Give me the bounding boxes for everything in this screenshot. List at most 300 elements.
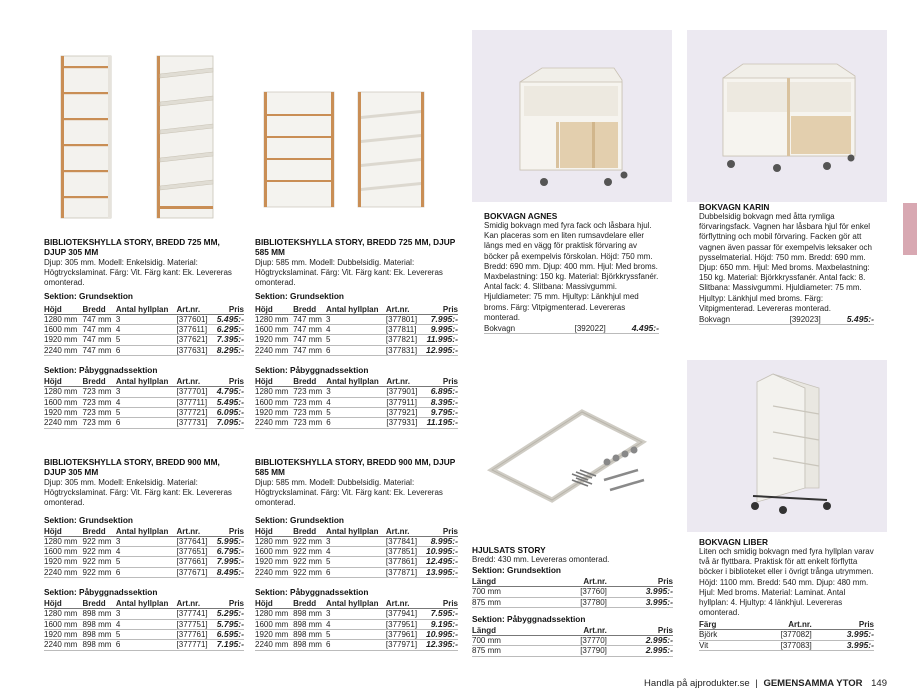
table-cell: 5 (326, 630, 386, 640)
table-cell: 2240 mm (255, 567, 293, 577)
table-cell: 1920 mm (255, 335, 293, 345)
column-header: Pris (422, 377, 458, 387)
table-row (44, 536, 244, 546)
table-row (44, 418, 244, 428)
article-number: [377821] (386, 335, 422, 345)
article-number: [377851] (386, 547, 422, 557)
table-row (44, 387, 244, 397)
article-number: [377901] (386, 387, 422, 397)
column-header: Art.nr. (177, 527, 213, 537)
column-header: Längd (472, 577, 542, 587)
table-cell: 1600 mm (255, 547, 293, 557)
table-cell: 6 (116, 418, 177, 428)
table-row (255, 547, 458, 557)
table-cell: 723 mm (83, 418, 116, 428)
table-row (44, 408, 244, 418)
table-row (44, 335, 244, 345)
price: 7.995:- (212, 557, 244, 567)
table-row (255, 335, 458, 345)
table-row (255, 345, 458, 355)
article-number: [377801] (386, 314, 422, 324)
table-cell: 4 (116, 619, 177, 629)
article-number: [377641] (177, 536, 213, 546)
column-header: Antal hyllplan (116, 599, 177, 609)
table-row (44, 630, 244, 640)
price: 6.095:- (212, 408, 244, 418)
column-header: Bredd (293, 527, 326, 537)
table-cell: 1280 mm (255, 314, 293, 324)
table-cell: 2240 mm (255, 345, 293, 355)
section-heading: Sektion: Grundsektion (44, 290, 133, 301)
price: 6.595:- (212, 630, 244, 640)
page-number: 149 (871, 678, 887, 689)
article-number: [377741] (177, 609, 213, 619)
table-cell: 747 mm (293, 345, 326, 355)
price: 7.095:- (212, 418, 244, 428)
table-cell: 1280 mm (44, 387, 83, 397)
product-description: Djup: 305 mm. Modell: Enkelsidig. Material: Högtryckslaminat. Färg: Vit. Färg kant: Ek. Levereras omonterad. (44, 478, 232, 508)
table-cell: 723 mm (83, 387, 116, 397)
section-heading: Sektion: Påbyggnadssektion (255, 587, 369, 598)
price: 7.995:- (421, 314, 458, 324)
article-number: [392022] (545, 324, 606, 334)
table-cell: 3 (116, 609, 177, 619)
table-cell: 3 (326, 314, 386, 324)
column-header: Bredd (293, 305, 326, 315)
table-cell: 5 (326, 557, 386, 567)
price: 10.995:- (421, 630, 458, 640)
section-tab-marker (903, 203, 917, 255)
price: 5.795:- (212, 619, 244, 629)
article-number: [377671] (177, 567, 213, 577)
table-cell: 922 mm (83, 547, 116, 557)
price: 9.995:- (421, 325, 458, 335)
article-number: [392023] (760, 315, 821, 325)
price: 11.995:- (421, 335, 458, 345)
product-block-karin (699, 202, 874, 325)
table-cell: 4 (116, 397, 177, 407)
price: 8.395:- (422, 397, 458, 407)
table-cell: 747 mm (293, 325, 326, 335)
table-cell: 1280 mm (44, 536, 83, 546)
column-header: Antal hyllplan (326, 377, 386, 387)
product-title: BOKVAGN KARIN (699, 202, 770, 212)
column-header: Höjd (44, 377, 83, 387)
table-cell: 723 mm (83, 408, 116, 418)
product-title: BOKVAGN AGNES (484, 211, 558, 221)
table-cell: 2240 mm (44, 640, 83, 650)
product-block-p1 (44, 237, 244, 429)
table-row (255, 536, 458, 546)
column-header: Längd (472, 626, 542, 636)
table-cell: 5 (326, 408, 386, 418)
column-header: Höjd (255, 377, 293, 387)
article-number: [377951] (386, 619, 422, 629)
table-cell: 6 (116, 640, 177, 650)
table-row (44, 609, 244, 619)
column-header: Art.nr. (177, 377, 213, 387)
table-cell: 4 (326, 547, 386, 557)
table-cell: 3 (326, 536, 386, 546)
column-header: Bredd (293, 377, 326, 387)
column-header: Höjd (44, 599, 83, 609)
table-cell: 1280 mm (255, 387, 293, 397)
column-header: Färg (699, 620, 741, 630)
table-cell: 5 (116, 408, 177, 418)
table-cell: 922 mm (83, 567, 116, 577)
table-row: 875 mm [37790] 2.995:- (472, 645, 673, 656)
table-row (44, 325, 244, 335)
article-number: [377651] (177, 547, 213, 557)
table-cell: 898 mm (293, 619, 326, 629)
product-block-p2 (255, 237, 458, 429)
page-footer (644, 678, 887, 689)
table-row (44, 557, 244, 567)
section-heading: Sektion: Påbyggnadssektion (472, 614, 586, 625)
price: 12.995:- (421, 345, 458, 355)
table-row (44, 345, 244, 355)
table-cell: 922 mm (293, 547, 326, 557)
table-cell: 4 (326, 619, 386, 629)
table-cell: 5 (326, 335, 386, 345)
table-cell: 1280 mm (255, 536, 293, 546)
wheel-kit-image (472, 400, 672, 510)
table-cell: 747 mm (83, 325, 116, 335)
table-cell: 1600 mm (44, 619, 83, 629)
price: 6.795:- (212, 547, 244, 557)
price: 7.195:- (212, 640, 244, 650)
column-header: Art.nr. (386, 305, 422, 315)
table-cell: 6 (326, 345, 386, 355)
product-description: Djup: 305 mm. Modell: Enkelsidig. Material: Högtryckslaminat. Färg: Vit. Färg kant: Ek. Levereras omonterad. (44, 258, 232, 288)
price-table (255, 305, 458, 357)
column-header: Bredd (293, 599, 326, 609)
table-cell: 922 mm (293, 536, 326, 546)
product-title: BIBLIOTEKSHYLLA STORY, BREDD 725 MM, DJUP 585 MM (255, 237, 456, 257)
table-cell: 2240 mm (255, 640, 293, 650)
column-header: Höjd (255, 305, 293, 315)
price: 5.295:- (212, 609, 244, 619)
section-name: GEMENSAMMA YTOR (763, 678, 863, 689)
price: 6.895:- (422, 387, 458, 397)
table-cell: 1600 mm (44, 547, 83, 557)
table-cell: 1600 mm (255, 397, 293, 407)
table-cell: 723 mm (293, 397, 326, 407)
table-row (255, 387, 458, 397)
table-cell: 4 (326, 325, 386, 335)
product-description: Dubbelsidig bokvagn med åtta rymliga förvaringsfack. Vagnen har låsbara hjul för enkel förflyttning och mobil förvaring. Facken gör att vagnen även passar för exempelvis leksaker och pysselmaterial. Höjd: 750 mm. Bredd: 690 mm. Djup: 650 mm. Hjul: Med broms. Maxbelastning: 150 kg. Material: Björkkryssfanér. Antal fack: 8. Slitbana: Massivgummi. Hjuldiameter: 75 mm. Hjultyp: Länkhjul med broms. Färg: Vitpigmenterad. Levereras monterad. (699, 212, 872, 313)
table-cell: 3 (326, 609, 386, 619)
article-number: [377701] (177, 387, 213, 397)
article-number: [377761] (177, 630, 213, 640)
column-header: Antal hyllplan (326, 305, 386, 315)
product-description: Djup: 585 mm. Modell: Dubbelsidig. Material: Högtryckslaminat. Färg: Vit. Färg kant: Ek. Levereras omonterad. (255, 478, 443, 508)
table-row (44, 314, 244, 324)
product-description: Liten och smidig bokvagn med fyra hyllplan varav två är flyttbara. Praktisk för att enkelt förflytta böcker i biblioteket eller i övrigt trånga utrymmen. Höjd: 1100 mm. Bredd: 540 mm. Djup: 480 mm. Hjul: Med broms. Material: Laminat. Antal hyllplan: 4. Hjultyp: 4 länkhjul. Levereras omonterad. (699, 547, 874, 618)
table-cell: 747 mm (83, 345, 116, 355)
price: 11.195:- (422, 418, 458, 428)
article-number: [377751] (177, 619, 213, 629)
table-cell: 922 mm (293, 557, 326, 567)
product-title: BOKVAGN LIBER (699, 537, 768, 547)
article-number: [377621] (177, 335, 213, 345)
column-header: Pris (212, 599, 244, 609)
product-title: BIBLIOTEKSHYLLA STORY, BREDD 900 MM, DJUP 305 MM (44, 457, 220, 477)
item-label: Bokvagn (699, 315, 760, 325)
price-table (255, 527, 458, 579)
column-header: Pris (212, 377, 244, 387)
table-cell: 898 mm (83, 619, 116, 629)
price: 7.395:- (212, 335, 244, 345)
column-header: Höjd (44, 305, 83, 315)
table-row (255, 640, 458, 650)
column-header: Bredd (83, 305, 116, 315)
column-header: Art.nr. (741, 620, 812, 630)
product-description: Smidig bokvagn med fyra fack och låsbara hjul. Kan placeras som en liten rumsavdelare eller längs med en vägg för praktisk förvaring av böcker på exempelvis förskolan. Höjd: 750 mm. Bredd: 690 mm. Djup: 400 mm. Hjul: Med broms. Maxbelastning: 150 kg. Material: Björkkryssfanér. Antal fack: 4. Slitbana: Massivgummi. Hjuldiameter: 75 mm. Hjultyp: Länkhjul med broms. Färg: Vitpigmenterad. Levereras monterad. (484, 221, 659, 322)
table-cell: 922 mm (83, 536, 116, 546)
column-header: Bredd (83, 377, 116, 387)
column-header: Art.nr. (542, 626, 607, 636)
article-number: [377941] (386, 609, 422, 619)
price: 13.995:- (421, 567, 458, 577)
table-row (255, 418, 458, 428)
section-heading: Sektion: Påbyggnadssektion (255, 365, 369, 376)
table-cell: 5 (116, 557, 177, 567)
table-cell: 6 (326, 567, 386, 577)
article-number: [377631] (177, 345, 213, 355)
price: 8.295:- (212, 345, 244, 355)
price: 5.495:- (821, 315, 874, 325)
table-cell: 3 (116, 536, 177, 546)
article-number: [377871] (386, 567, 422, 577)
table-row (255, 630, 458, 640)
agnes-image-panel (472, 30, 672, 202)
price-table (44, 377, 244, 429)
table-cell: 3 (326, 387, 386, 397)
table-cell: 2240 mm (44, 345, 83, 355)
article-number: [377831] (386, 345, 422, 355)
column-header: Antal hyllplan (116, 527, 177, 537)
section-heading: Sektion: Påbyggnadssektion (44, 587, 158, 598)
table-cell: 723 mm (83, 397, 116, 407)
site-link[interactable]: Handla på ajprodukter.se (644, 678, 750, 689)
item-label: Bokvagn (484, 324, 545, 334)
article-number: [377841] (386, 536, 422, 546)
table-cell: 723 mm (293, 387, 326, 397)
table-cell: 6 (116, 345, 177, 355)
table-cell: 747 mm (83, 314, 116, 324)
section-heading: Sektion: Grundsektion (472, 565, 561, 576)
section-heading: Sektion: Grundsektion (255, 514, 344, 525)
table-row (255, 619, 458, 629)
column-header: Art.nr. (386, 527, 422, 537)
product-block-liber (699, 537, 874, 651)
table-cell: 1920 mm (44, 557, 83, 567)
price-table (255, 599, 458, 651)
column-header: Art.nr. (386, 599, 422, 609)
product-block-agnes (484, 211, 659, 334)
table-row (255, 609, 458, 619)
product-block-p4 (255, 457, 458, 651)
table-cell: 1280 mm (44, 609, 83, 619)
price: 6.295:- (212, 325, 244, 335)
table-row: 700 mm [37760] 3.995:- (472, 586, 673, 597)
table-cell: 922 mm (83, 557, 116, 567)
price: 5.495:- (212, 397, 244, 407)
price: 10.995:- (421, 547, 458, 557)
article-number: [377711] (177, 397, 213, 407)
column-header: Pris (421, 527, 458, 537)
table-cell: 1920 mm (255, 630, 293, 640)
price: 9.795:- (422, 408, 458, 418)
column-header: Pris (421, 599, 458, 609)
table-row (255, 314, 458, 324)
table-cell: 6 (326, 640, 386, 650)
table-cell: 4 (326, 397, 386, 407)
section-heading: Sektion: Grundsektion (255, 290, 344, 301)
column-header: Pris (212, 527, 244, 537)
column-header: Bredd (83, 599, 116, 609)
price-table (699, 620, 874, 651)
price: 9.195:- (421, 619, 458, 629)
table-cell: 4 (116, 325, 177, 335)
liber-image-panel (687, 360, 887, 532)
price-table (44, 599, 244, 651)
column-header: Höjd (255, 527, 293, 537)
section-heading: Sektion: Grundsektion (44, 514, 133, 525)
article-number: [377971] (386, 640, 422, 650)
table-cell: 747 mm (293, 314, 326, 324)
product-title: HJULSATS STORY (472, 545, 546, 555)
table-row (255, 408, 458, 418)
table-cell: 2240 mm (255, 418, 293, 428)
table-row (484, 324, 659, 334)
column-header: Pris (812, 620, 874, 630)
book-cart-agnes-image (472, 30, 672, 202)
table-row (255, 325, 458, 335)
table-cell: 922 mm (293, 567, 326, 577)
article-number: [377911] (386, 397, 422, 407)
table-cell: 5 (116, 335, 177, 345)
table-row (44, 619, 244, 629)
table-row (44, 397, 244, 407)
price-table (44, 305, 244, 357)
price-table (44, 527, 244, 579)
table-cell: 1920 mm (44, 630, 83, 640)
table-cell: 898 mm (83, 630, 116, 640)
table-row (44, 640, 244, 650)
shelf-image-double (258, 86, 443, 211)
table-row (699, 315, 874, 325)
price-table (472, 626, 673, 657)
article-number: [377601] (177, 314, 213, 324)
table-cell: 3 (116, 387, 177, 397)
column-header: Art.nr. (386, 377, 422, 387)
table-cell: 5 (116, 630, 177, 640)
shelf-image-single (55, 52, 220, 222)
price: 8.995:- (421, 536, 458, 546)
price: 12.495:- (421, 557, 458, 567)
price-table (484, 324, 659, 334)
book-cart-karin-image (687, 30, 887, 202)
article-number: [377611] (177, 325, 213, 335)
article-number: [377931] (386, 418, 422, 428)
table-cell: 3 (116, 314, 177, 324)
table-cell: 898 mm (293, 630, 326, 640)
table-cell: 1920 mm (44, 408, 83, 418)
table-cell: 1600 mm (44, 325, 83, 335)
table-cell: 1280 mm (44, 314, 83, 324)
table-cell: 898 mm (83, 640, 116, 650)
column-header: Pris (212, 305, 244, 315)
price-table (472, 577, 673, 608)
table-row: Vit [377083] 3.995:- (699, 639, 874, 650)
price: 7.595:- (421, 609, 458, 619)
article-number: [377861] (386, 557, 422, 567)
table-cell: 747 mm (293, 335, 326, 345)
product-title: BIBLIOTEKSHYLLA STORY, BREDD 725 MM, DJUP 305 MM (44, 237, 220, 257)
product-block-hjulsats (472, 545, 673, 657)
column-header: Pris (607, 626, 673, 636)
article-number: [377731] (177, 418, 213, 428)
column-header: Höjd (44, 527, 83, 537)
section-heading: Sektion: Påbyggnadssektion (44, 365, 158, 376)
price: 5.495:- (212, 314, 244, 324)
product-title: BIBLIOTEKSHYLLA STORY, BREDD 900 MM, DJUP 585 MM (255, 457, 456, 477)
price-table (255, 377, 458, 429)
table-row (44, 547, 244, 557)
article-number: [377721] (177, 408, 213, 418)
price: 5.995:- (212, 536, 244, 546)
table-cell: 1280 mm (255, 609, 293, 619)
table-cell: 1920 mm (255, 557, 293, 567)
table-cell: 898 mm (293, 609, 326, 619)
column-header: Art.nr. (177, 599, 213, 609)
table-cell: 723 mm (293, 418, 326, 428)
table-row: Björk [377082] 3.995:- (699, 629, 874, 640)
column-header: Antal hyllplan (326, 599, 386, 609)
column-header: Pris (421, 305, 458, 315)
column-header: Bredd (83, 527, 116, 537)
column-header: Höjd (255, 599, 293, 609)
table-cell: 898 mm (83, 609, 116, 619)
table-cell: 1600 mm (255, 325, 293, 335)
price: 8.495:- (212, 567, 244, 577)
table-cell: 6 (116, 567, 177, 577)
table-row: 700 mm [37770] 2.995:- (472, 635, 673, 646)
column-header: Art.nr. (177, 305, 213, 315)
table-cell: 1920 mm (255, 408, 293, 418)
table-cell: 1600 mm (255, 619, 293, 629)
table-cell: 1920 mm (44, 335, 83, 345)
footer-separator: | (755, 678, 758, 689)
column-header: Art.nr. (542, 577, 607, 587)
article-number: [377921] (386, 408, 422, 418)
table-row (255, 557, 458, 567)
table-cell: 2240 mm (44, 418, 83, 428)
table-cell: 747 mm (83, 335, 116, 345)
price-table (699, 315, 874, 325)
article-number: [377961] (386, 630, 422, 640)
table-cell: 2240 mm (44, 567, 83, 577)
table-cell: 1600 mm (44, 397, 83, 407)
table-cell: 4 (116, 547, 177, 557)
table-row: 875 mm [37780] 3.995:- (472, 596, 673, 607)
table-row (255, 397, 458, 407)
column-header: Pris (607, 577, 673, 587)
table-row (255, 567, 458, 577)
karin-image-panel (687, 30, 887, 202)
